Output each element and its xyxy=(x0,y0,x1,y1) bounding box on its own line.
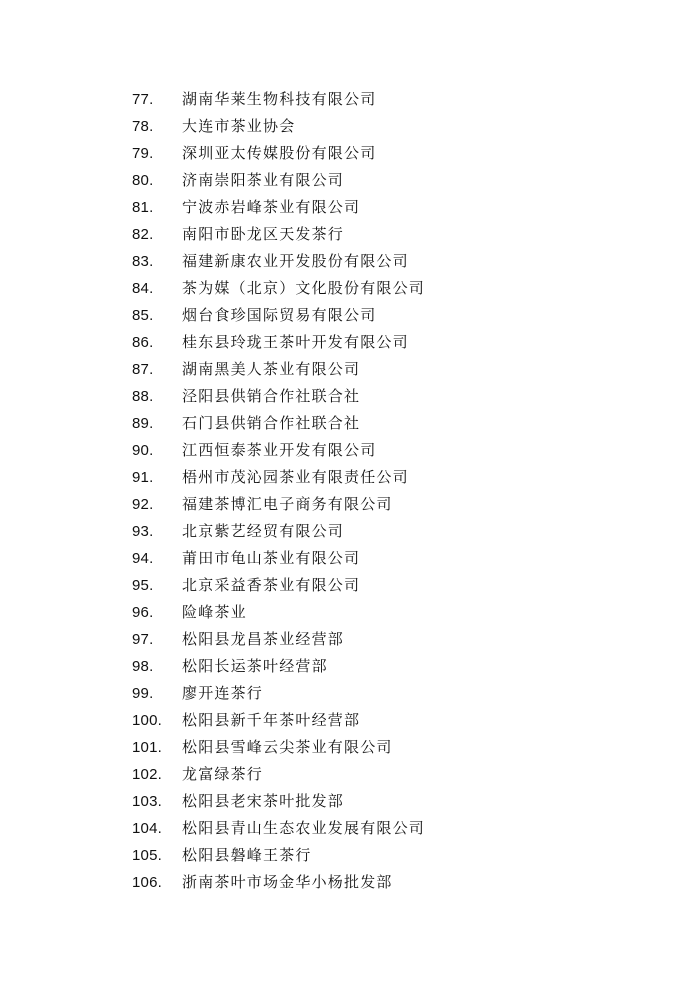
company-name: 松阳县老宋茶叶批发部 xyxy=(182,792,345,810)
company-name: 梧州市茂沁园茶业有限责任公司 xyxy=(182,468,409,486)
list-item xyxy=(0,329,699,356)
item-number: 80. xyxy=(132,172,154,189)
company-name: 松阳县龙昌茶业经营部 xyxy=(182,630,345,648)
item-number: 104. xyxy=(132,820,162,837)
item-number: 95. xyxy=(132,577,154,594)
item-number: 96. xyxy=(132,604,154,621)
company-name: 宁波赤岩峰茶业有限公司 xyxy=(182,198,361,216)
company-name: 深圳亚太传媒股份有限公司 xyxy=(182,144,377,162)
list-item xyxy=(0,734,699,761)
item-number: 103. xyxy=(132,793,162,810)
list-item xyxy=(0,302,699,329)
company-name: 福建茶博汇电子商务有限公司 xyxy=(182,495,393,513)
company-name: 福建新康农业开发股份有限公司 xyxy=(182,252,409,270)
list-item xyxy=(0,518,699,545)
item-number: 79. xyxy=(132,145,154,162)
company-name: 南阳市卧龙区天发茶行 xyxy=(182,225,345,243)
company-name: 龙富绿茶行 xyxy=(182,765,264,783)
company-name: 湖南黑美人茶业有限公司 xyxy=(182,360,361,378)
list-item xyxy=(0,869,699,896)
list-item xyxy=(0,653,699,680)
list-item xyxy=(0,545,699,572)
list-item xyxy=(0,626,699,653)
item-number: 106. xyxy=(132,874,162,891)
item-number: 99. xyxy=(132,685,154,702)
item-number: 84. xyxy=(132,280,154,297)
item-number: 89. xyxy=(132,415,154,432)
item-number: 87. xyxy=(132,361,154,378)
list-item xyxy=(0,788,699,815)
company-name: 烟台食珍国际贸易有限公司 xyxy=(182,306,377,324)
list-item xyxy=(0,275,699,302)
list-item xyxy=(0,248,699,275)
company-name: 泾阳县供销合作社联合社 xyxy=(182,387,361,405)
item-number: 77. xyxy=(132,91,154,108)
list-item xyxy=(0,86,699,113)
company-name: 桂东县玲珑王茶叶开发有限公司 xyxy=(182,333,409,351)
item-number: 85. xyxy=(132,307,154,324)
list-item xyxy=(0,383,699,410)
item-number: 100. xyxy=(132,712,162,729)
list-item xyxy=(0,356,699,383)
item-number: 93. xyxy=(132,523,154,540)
company-name: 险峰茶业 xyxy=(182,603,247,621)
item-number: 105. xyxy=(132,847,162,864)
list-item xyxy=(0,707,699,734)
list-item xyxy=(0,140,699,167)
company-name: 松阳县新千年茶叶经营部 xyxy=(182,711,361,729)
item-number: 91. xyxy=(132,469,154,486)
item-number: 82. xyxy=(132,226,154,243)
company-name: 北京紫艺经贸有限公司 xyxy=(182,522,345,540)
item-number: 97. xyxy=(132,631,154,648)
company-name: 大连市茶业协会 xyxy=(182,117,296,135)
company-list xyxy=(0,86,699,896)
company-name: 松阳县磐峰王茶行 xyxy=(182,846,312,864)
company-name: 莆田市龟山茶业有限公司 xyxy=(182,549,361,567)
list-item xyxy=(0,194,699,221)
list-item xyxy=(0,221,699,248)
item-number: 102. xyxy=(132,766,162,783)
item-number: 98. xyxy=(132,658,154,675)
list-item xyxy=(0,491,699,518)
item-number: 78. xyxy=(132,118,154,135)
item-number: 83. xyxy=(132,253,154,270)
item-number: 88. xyxy=(132,388,154,405)
item-number: 90. xyxy=(132,442,154,459)
company-name: 北京采益香茶业有限公司 xyxy=(182,576,361,594)
list-item xyxy=(0,410,699,437)
company-name: 江西恒泰茶业开发有限公司 xyxy=(182,441,377,459)
list-item xyxy=(0,572,699,599)
list-item xyxy=(0,599,699,626)
item-number: 86. xyxy=(132,334,154,351)
company-name: 浙南茶叶市场金华小杨批发部 xyxy=(182,873,393,891)
item-number: 81. xyxy=(132,199,154,216)
company-name: 茶为媒（北京）文化股份有限公司 xyxy=(182,279,426,297)
company-name: 松阳长运茶叶经营部 xyxy=(182,657,328,675)
item-number: 92. xyxy=(132,496,154,513)
company-name: 湖南华莱生物科技有限公司 xyxy=(182,90,377,108)
company-name: 松阳县雪峰云尖茶业有限公司 xyxy=(182,738,393,756)
list-item xyxy=(0,815,699,842)
company-name: 廖开连茶行 xyxy=(182,684,264,702)
company-name: 松阳县青山生态农业发展有限公司 xyxy=(182,819,426,837)
company-name: 济南崇阳茶业有限公司 xyxy=(182,171,345,189)
company-name: 石门县供销合作社联合社 xyxy=(182,414,361,432)
list-item xyxy=(0,680,699,707)
list-item xyxy=(0,437,699,464)
list-item xyxy=(0,842,699,869)
list-item xyxy=(0,464,699,491)
list-item xyxy=(0,113,699,140)
item-number: 94. xyxy=(132,550,154,567)
item-number: 101. xyxy=(132,739,162,756)
list-item xyxy=(0,761,699,788)
list-item xyxy=(0,167,699,194)
